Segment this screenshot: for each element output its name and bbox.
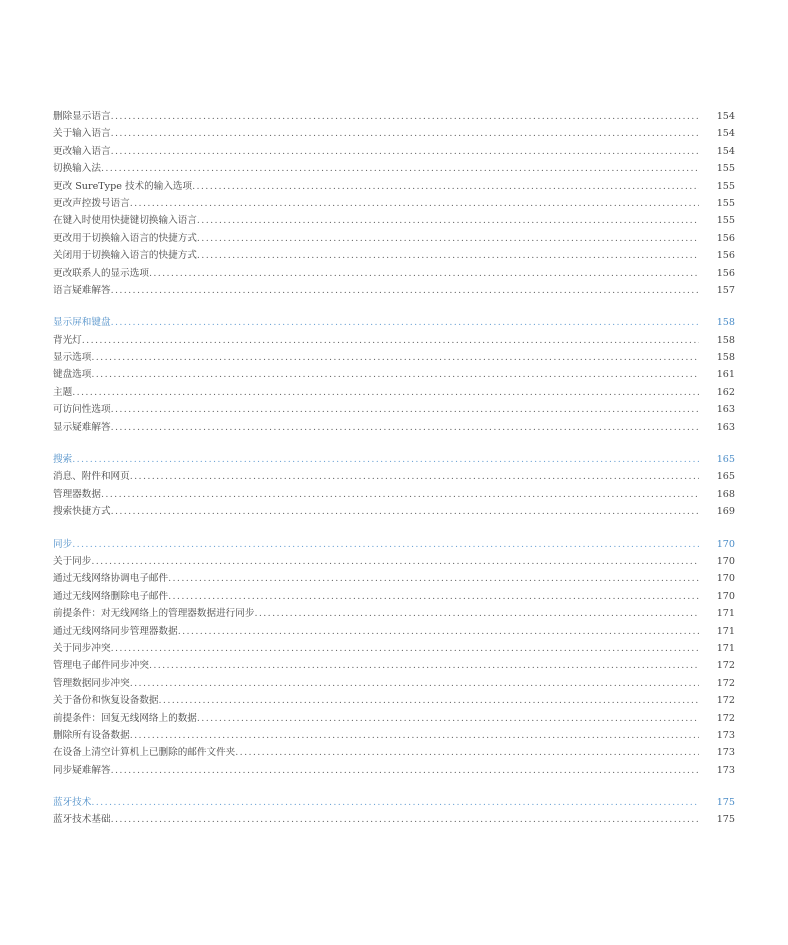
toc-entry[interactable]	[53, 486, 735, 503]
toc-entry-title: 更改 SureType 技术的输入选项	[53, 180, 193, 192]
toc-entry-page: 173	[716, 764, 735, 776]
toc-entry[interactable]	[53, 384, 735, 401]
toc-entry-page: 156	[716, 267, 735, 279]
dot-leader	[197, 710, 699, 727]
toc-entry-page: 162	[716, 386, 735, 398]
dot-leader	[254, 605, 699, 622]
toc-entry[interactable]	[53, 503, 735, 520]
toc-entry-page: 172	[716, 712, 735, 724]
toc-entry-title: 关闭用于切换输入语言的快捷方式	[53, 250, 197, 262]
toc-entry-page: 154	[716, 111, 735, 122]
dot-leader	[149, 265, 699, 282]
toc-entry[interactable]	[53, 727, 735, 744]
toc-entry-page: 170	[716, 590, 735, 602]
dot-leader	[197, 247, 699, 264]
toc-entry-page: 171	[716, 608, 735, 620]
toc-entry[interactable]	[53, 265, 735, 282]
toc-entry-page: 156	[716, 250, 735, 262]
toc-entry[interactable]	[53, 178, 735, 195]
toc-entry-title: 删除所有设备数据	[53, 729, 130, 741]
toc-entry[interactable]	[53, 605, 735, 622]
toc-entry-title: 关于输入语言	[53, 128, 111, 140]
toc-entry-title: 显示选项	[53, 352, 92, 364]
toc-section-sync	[53, 536, 735, 779]
toc-entry-page: 155	[716, 215, 735, 227]
toc-section-language	[53, 108, 735, 299]
dot-leader	[111, 640, 699, 657]
dot-leader	[72, 384, 699, 401]
toc-entry[interactable]	[53, 230, 735, 247]
toc-entry-title: 前提条件：对无线网络上的管理器数据进行同步	[53, 608, 255, 620]
toc-entry-page: 154	[716, 145, 735, 157]
dot-leader	[130, 195, 699, 212]
dot-leader	[168, 588, 699, 605]
toc-entry-page: 175	[716, 814, 735, 826]
toc-entry-page: 172	[716, 677, 735, 689]
toc-entry[interactable]	[53, 762, 735, 779]
toc-entry[interactable]	[53, 675, 735, 692]
dot-leader	[111, 762, 699, 779]
toc-entry-title: 显示疑难解答	[53, 421, 111, 433]
toc-entry-page: 155	[716, 180, 735, 192]
dot-leader	[91, 349, 699, 366]
dot-leader	[72, 536, 699, 553]
toc-entry-title: 删除显示语言	[53, 111, 111, 122]
dot-leader	[197, 212, 699, 229]
toc-entry[interactable]	[53, 247, 735, 264]
toc-section-heading[interactable]	[53, 314, 735, 331]
toc-entry-title: 关于同步	[53, 555, 92, 567]
toc-entry-page: 173	[716, 747, 735, 759]
toc-entry-page: 171	[716, 625, 735, 637]
toc-entry[interactable]	[53, 125, 735, 142]
toc-entry-title: 管理电子邮件同步冲突	[53, 660, 149, 672]
toc-section-heading[interactable]	[53, 536, 735, 553]
toc-entry-page: 158	[716, 334, 735, 346]
toc-entry-title: 通过无线网络协调电子邮件	[53, 573, 169, 585]
toc-entry-title: 更改用于切换输入语言的快捷方式	[53, 232, 197, 244]
toc-entry-page: 170	[716, 573, 735, 585]
toc-entry[interactable]	[53, 553, 735, 570]
dot-leader	[178, 623, 699, 640]
dot-leader	[192, 178, 699, 195]
toc-entry-title: 关于同步冲突	[53, 642, 111, 654]
toc-entry-title: 蓝牙技术基础	[53, 814, 111, 826]
toc-entry-page: 155	[716, 197, 735, 209]
toc-heading-title: 同步	[53, 538, 73, 550]
toc-entry[interactable]	[53, 108, 735, 125]
toc-entry-title: 管理数据同步冲突	[53, 677, 130, 689]
toc-entry-title: 前提条件：回复无线网络上的数据	[53, 712, 197, 724]
dot-leader	[168, 570, 699, 587]
toc-entry-title: 关于备份和恢复设备数据	[53, 695, 159, 707]
dot-leader	[130, 727, 699, 744]
toc-entry[interactable]	[53, 744, 735, 761]
toc-section-search	[53, 451, 735, 521]
toc-entry-page: 157	[716, 284, 735, 296]
toc-entry-title: 更改输入语言	[53, 145, 111, 157]
dot-leader	[149, 657, 699, 674]
toc-entry-page: 155	[716, 163, 735, 175]
toc-entry-title: 更改声控拨号语言	[53, 197, 130, 209]
dot-leader	[111, 282, 699, 299]
toc-entry-title: 切换输入法	[53, 163, 101, 175]
dot-leader	[91, 794, 699, 811]
toc-entry[interactable]	[53, 710, 735, 727]
toc-entry-page: 165	[716, 471, 735, 483]
dot-leader	[111, 419, 699, 436]
dot-leader	[130, 675, 699, 692]
toc-entry-title: 背光灯	[53, 334, 82, 346]
toc-heading-title: 蓝牙技术	[53, 797, 92, 809]
toc-entry-page: 170	[716, 555, 735, 567]
toc-entry-page: 171	[716, 642, 735, 654]
toc-entry[interactable]	[53, 419, 735, 436]
toc-entry-page: 154	[716, 128, 735, 140]
toc-heading-page: 158	[716, 317, 735, 329]
dot-leader	[101, 160, 699, 177]
toc-entry[interactable]	[53, 811, 735, 828]
dot-leader	[101, 486, 699, 503]
toc-entry-title: 更改联系人的显示选项	[53, 267, 149, 279]
toc-entry[interactable]	[53, 692, 735, 709]
dot-leader	[72, 451, 699, 468]
toc-entry[interactable]	[53, 282, 735, 299]
toc-entry-page: 173	[716, 729, 735, 741]
toc-entry-page: 163	[716, 421, 735, 433]
dot-leader	[111, 314, 699, 331]
toc-entry-title: 消息、附件和网页	[53, 471, 130, 483]
dot-leader	[197, 230, 699, 247]
toc-entry-page: 169	[716, 506, 735, 518]
dot-leader	[111, 125, 699, 142]
dot-leader	[235, 744, 699, 761]
dot-leader	[111, 143, 699, 160]
dot-leader	[91, 366, 699, 383]
toc-entry-title: 管理器数据	[53, 488, 101, 500]
toc-entry-page: 156	[716, 232, 735, 244]
toc-entry[interactable]	[53, 195, 735, 212]
dot-leader	[130, 468, 699, 485]
toc-entry-title: 搜索快捷方式	[53, 506, 111, 518]
toc-entry-title: 在键入时使用快捷键切换输入语言	[53, 215, 197, 227]
toc-entry-title: 键盘选项	[53, 369, 92, 381]
toc-entry-title: 在设备上清空计算机上已删除的邮件文件夹	[53, 747, 236, 759]
toc-entry[interactable]	[53, 332, 735, 349]
toc-entry-title: 通过无线网络删除电子邮件	[53, 590, 169, 602]
toc-heading-page: 175	[716, 797, 735, 809]
toc-entry-page: 172	[716, 660, 735, 672]
toc-entry-page: 163	[716, 404, 735, 416]
toc-entry[interactable]	[53, 588, 735, 605]
toc-entry[interactable]	[53, 349, 735, 366]
toc-entry[interactable]	[53, 623, 735, 640]
toc-heading-page: 165	[716, 454, 735, 466]
toc-entry-page: 158	[716, 352, 735, 364]
toc-entry-title: 语言疑难解答	[53, 284, 111, 296]
toc-section-bluetooth	[53, 794, 735, 829]
dot-leader	[111, 503, 699, 520]
toc-entry-page: 172	[716, 695, 735, 707]
toc-entry-page: 161	[716, 369, 735, 381]
toc-section-display-keyboard	[53, 314, 735, 436]
dot-leader	[111, 401, 699, 418]
dot-leader	[91, 553, 699, 570]
dot-leader	[111, 108, 699, 125]
toc-entry[interactable]	[53, 212, 735, 229]
toc-heading-page: 170	[716, 538, 735, 550]
toc-entry-title: 通过无线网络同步管理器数据	[53, 625, 178, 637]
dot-leader	[159, 692, 699, 709]
toc-entry[interactable]	[53, 160, 735, 177]
dot-leader	[82, 332, 699, 349]
toc-entry[interactable]	[53, 640, 735, 657]
toc-section-heading[interactable]	[53, 794, 735, 811]
toc-entry-title: 同步疑难解答	[53, 764, 111, 776]
toc-entry[interactable]	[53, 570, 735, 587]
table-of-contents	[53, 108, 735, 829]
toc-entry[interactable]	[53, 468, 735, 485]
toc-entry[interactable]	[53, 143, 735, 160]
toc-entry[interactable]	[53, 366, 735, 383]
toc-entry-title: 可访问性选项	[53, 404, 111, 416]
toc-entry[interactable]	[53, 401, 735, 418]
dot-leader	[111, 811, 699, 828]
toc-section-heading[interactable]	[53, 451, 735, 468]
toc-entry-title: 主题	[53, 386, 73, 398]
toc-heading-title: 显示屏和键盘	[53, 317, 111, 329]
toc-heading-title: 搜索	[53, 454, 73, 466]
toc-entry[interactable]	[53, 657, 735, 674]
toc-entry-page: 168	[716, 488, 735, 500]
